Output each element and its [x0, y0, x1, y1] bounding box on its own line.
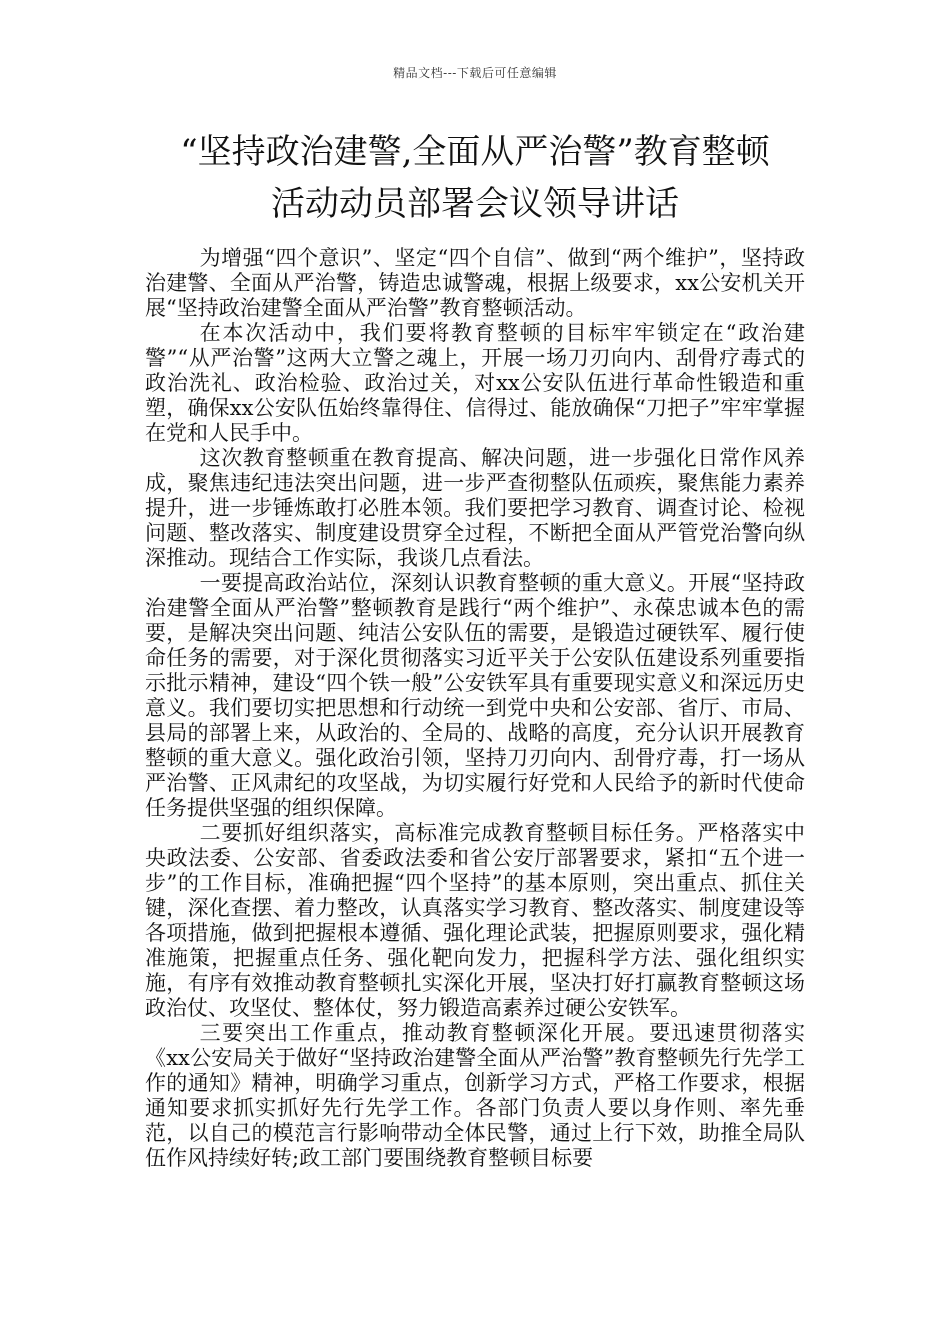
title-line-1: “坚持政治建警,全面从严治警”教育整顿 [180, 132, 770, 172]
document-title [120, 126, 830, 230]
paragraph: 在本次活动中，我们要将教育整顿的目标牢牢锁定在“政治建警”“从严治警”这两大立警之魂上，开展一场刀刃向内、刮骨疗毒式的政治洗礼、政治检验、政治过关，对xx公安队伍进行革命性锻造和重塑，确保xx公安队伍始终靠得住、信得过、能放确保“刀把子”牢牢掌握在党和人民手中。 [145, 321, 805, 445]
paragraph: 为增强“四个意识”、坚定“四个自信”、做到“两个维护”，坚持政治建警、全面从严治警，铸造忠诚警魂，根据上级要求，xx公安机关开展“坚持政治建警全面从严治警”教育整顿活动。 [145, 246, 805, 320]
page-header: 精品文档---下载后可任意编辑 [393, 66, 557, 80]
paragraph: 这次教育整顿重在教育提高、解决问题，进一步强化日常作风养成，聚焦违纪违法突出问题，进一步严查彻整队伍顽疾，聚焦能力素养提升，进一步锤炼敢打必胜本领。我们要把学习教育、调查讨论、检视问题、整改落实、制度建设贯穿全过程，不断把全面从严管党治警向纵深推动。现结合工作实际，我谈几点看法。 [145, 446, 805, 570]
paragraph: 一要提高政治站位，深刻认识教育整顿的重大意义。开展“坚持政治建警全面从严治警”整顿教育是践行“两个维护”、永葆忠诚本色的需要，是解决突出问题、纯洁公安队伍的需要，是锻造过硬铁军、履行使命任务的需要，对于深化贯彻落实习近平关于公安队伍建设系列重要指示批示精神，建设“四个铁一般”公安铁军具有重要现实意义和深远历史意义。我们要切实把思想和行动统一到党中央和公安部、省厅、市局、县局的部署上来，从政治的、全局的、战略的高度，充分认识开展教育整顿的重大意义。强化政治引领，坚持刀刃向内、刮骨疗毒，打一场从严治警、正风肃纪的攻坚战，为切实履行好党和人民给予的新时代使命任务提供坚强的组织保障。 [145, 571, 805, 820]
title-line-2: 活动动员部署会议领导讲话 [271, 184, 679, 224]
paragraph: 二要抓好组织落实，高标准完成教育整顿目标任务。严格落实中央政法委、公安部、省委政法委和省公安厅部署要求，紧扣“五个进一步”的工作目标，准确把握“四个坚持”的基本原则，突出重点、抓住关键，深化查摆、着力整改，认真落实学习教育、整改落实、制度建设等各项措施，做到把握根本遵循、强化理论武装，把握原则要求，强化精准施策，把握重点任务、强化靶向发力，把握科学方法、强化组织实施，有序有效推动教育整顿扎实深化开展，坚决打好打赢教育整顿这场政治仗、攻坚仗、整体仗，努力锻造高素养过硬公安铁军。 [145, 821, 805, 1020]
paragraph: 三要突出工作重点，推动教育整顿深化开展。要迅速贯彻落实《xx公安局关于做好“坚持政治建警全面从严治警”教育整顿先行先学工作的通知》精神，明确学习重点，创新学习方式，严格工作要求，根据通知要求抓实抓好先行先学工作。各部门负责人要以身作则、率先垂范，以自己的模范言行影响带动全体民警，通过上行下效，助推全局队伍作风持续好转;政工部门要围绕教育整顿目标要 [145, 1021, 805, 1170]
document-body [145, 246, 805, 1171]
